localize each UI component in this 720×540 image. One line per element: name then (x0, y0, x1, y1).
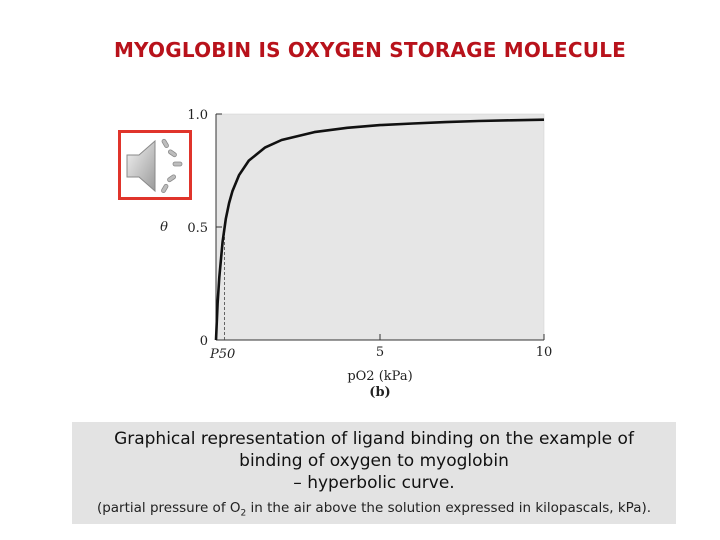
note-text: (partial pressure of O (96, 500, 241, 516)
panel-label: (b) (369, 385, 391, 400)
y-axis-label: θ (160, 220, 168, 235)
p50-label: P50 (210, 347, 236, 362)
y-tick-label: 0 (199, 334, 208, 349)
slide-title: MYOGLOBIN IS OXYGEN STORAGE MOLECULE (113, 38, 627, 62)
x-tick-label: 5 (375, 345, 385, 360)
note-subscript: 2 (240, 508, 247, 519)
caption-line: – hyperbolic curve. (293, 473, 455, 493)
x-tick-label: 10 (535, 345, 553, 360)
binding-curve-chart (150, 100, 570, 405)
caption-line: binding of oxygen to myoglobin (239, 451, 509, 471)
note-text: in the air above the solution expressed in kilopascals, kPa). (246, 500, 652, 516)
caption-note (72, 500, 676, 519)
caption-line: Graphical representation of ligand binding on the example of (114, 429, 634, 449)
y-tick-label: 1.0 (187, 108, 208, 123)
y-tick-label: 0.5 (187, 221, 208, 236)
caption-box (72, 422, 676, 524)
x-axis-label: pO2 (kPa) (347, 369, 413, 384)
